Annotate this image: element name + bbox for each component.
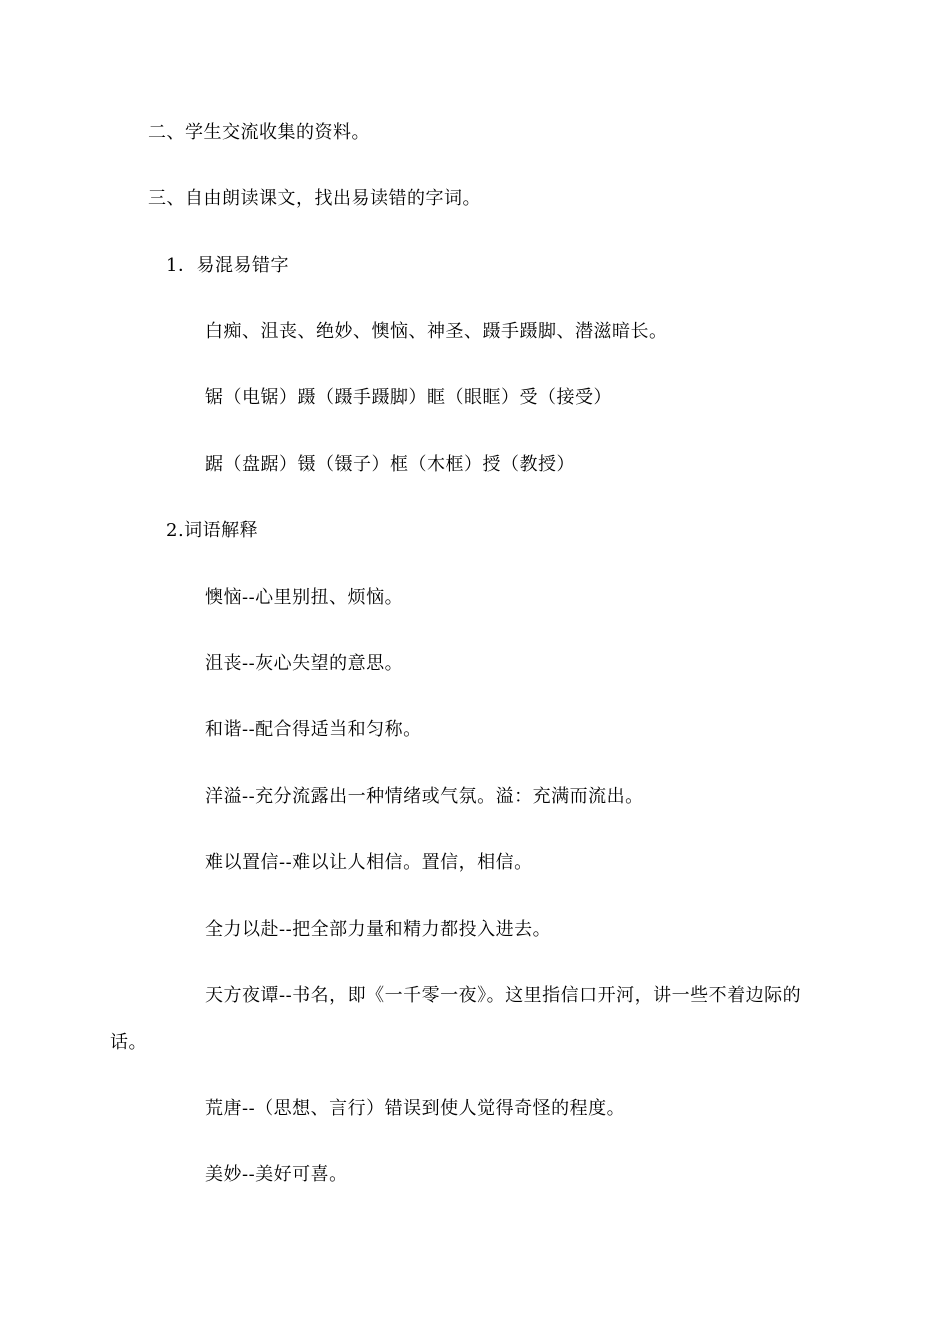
definition-entry: 天方夜谭--书名，即《一千零一夜》。这里指信口开河，讲一些不着边际的 — [205, 985, 802, 1006]
confusable-pairs-line-2: 踞（盘踞）镊（镊子）框（木框）授（教授） — [205, 454, 575, 475]
definition-entry: 沮丧--灰心失望的意思。 — [205, 653, 404, 674]
definition-entry: 洋溢--充分流露出一种情绪或气氛。溢：充满而流出。 — [205, 786, 644, 807]
definition-entry: 全力以赴--把全部力量和精力都投入进去。 — [205, 919, 552, 940]
item-1-heading: 1．易混易错字 — [166, 255, 289, 276]
definition-entry: 难以置信--难以让人相信。置信，相信。 — [205, 852, 533, 873]
definition-entry: 荒唐--（思想、言行）错误到使人觉得奇怪的程度。 — [205, 1098, 626, 1119]
item-2-heading: 2.词语解释 — [166, 520, 259, 541]
definition-entry: 美妙--美好可喜。 — [205, 1164, 348, 1185]
definition-entry: 懊恼--心里别扭、烦恼。 — [205, 587, 404, 608]
section-3-heading: 三、自由朗读课文，找出易读错的字词。 — [148, 188, 481, 209]
definition-entry-continuation: 话。 — [110, 1032, 147, 1053]
section-2-heading: 二、学生交流收集的资料。 — [148, 122, 370, 143]
confusable-words-line: 白痴、沮丧、绝妙、懊恼、神圣、蹑手蹑脚、潜滋暗长。 — [205, 321, 668, 342]
confusable-pairs-line-1: 锯（电锯）蹑（蹑手蹑脚）眶（眼眶）受（接受） — [205, 387, 612, 408]
definition-entry: 和谐--配合得适当和匀称。 — [205, 719, 422, 740]
